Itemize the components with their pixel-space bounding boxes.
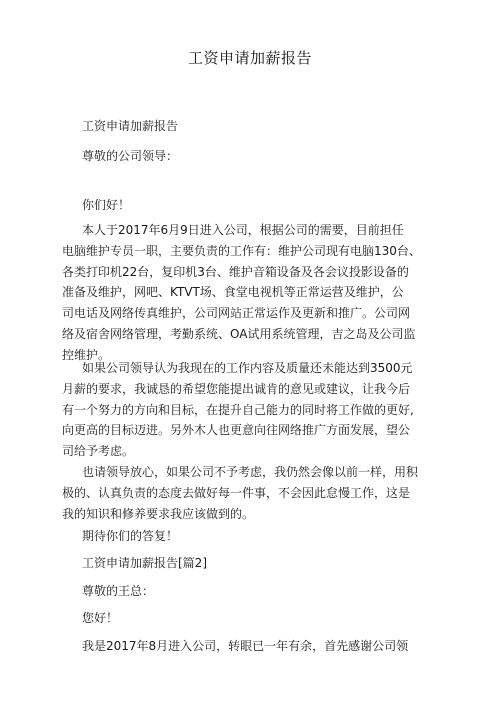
paragraph-1-line: 控维护。: [62, 347, 111, 362]
paragraph-3: [62, 462, 422, 524]
closing: 期待你们的答复！: [82, 529, 179, 543]
paragraph-2-line: 向更高的目标迈进。另外木人也更意向往网络推广方面发展，望公: [62, 423, 411, 438]
paragraph-1: [62, 220, 422, 366]
paragraph-1-line: 本人于2017年6月9日进入公司，根据公司的需要，目前担任: [82, 223, 404, 237]
paragraph-2-line: 如果公司领导认为我现在的工作内容及质量还未能达到3500元: [82, 361, 413, 375]
paragraph-1-line: 电脑维护专员一职，主要负责的工作有：维护公司现有电脑130台、: [62, 243, 421, 258]
salutation: 尊敬的公司领导：: [82, 149, 179, 163]
paragraph-1-line: 准备及维护，网吧、KTVT场、食堂电视机等正常运营及维护，公: [62, 285, 404, 300]
section-2-title: 工资申请加薪报告[篇2]: [82, 556, 207, 570]
section-2-salutation: 尊敬的王总：: [82, 584, 155, 598]
paragraph-1-line: 络及宿舍网络管理，考勤系统、OA试用系统管理，吉之岛及公司监: [62, 326, 416, 341]
paragraph-2-line: 司给予考虑。: [62, 444, 135, 459]
paragraph-1-line: 各类打印机22台，复印机3台、维护音箱设备及各会议投影设备的: [62, 264, 409, 279]
paragraph-3-line: 也请领导放心，如果公司不予考虑，我仍然会像以前一样，用积: [82, 465, 419, 479]
section-2-paragraph-1: 我是2017年8月进入公司，转眼已一年有余，首先感谢公司领: [82, 639, 409, 653]
paragraph-2: [62, 358, 422, 462]
section-2-greeting: 您好！: [82, 611, 119, 625]
paragraph-3-line: 我的知识和修养要求我应该做到的。: [62, 506, 255, 521]
paragraph-1-line: 司电话及网络传真维护，公司网站正常运作及更新和推广。公司网: [62, 306, 411, 321]
greeting: 你们好！: [82, 198, 131, 212]
paragraph-3-line: 极的、认真负责的态度去做好每一件事，不会因此怠慢工作，这是: [62, 485, 411, 500]
paragraph-2-line: 月薪的要求，我诚恳的希望您能提出诚肯的意见或建议，让我今后: [62, 381, 411, 396]
subtitle: 工资申请加薪报告: [82, 119, 179, 133]
paragraph-2-line: 有一个努力的方向和目标，在提升自己能力的同时将工作做的更好,: [62, 402, 414, 417]
document-title: 工资申请加薪报告: [187, 49, 312, 67]
